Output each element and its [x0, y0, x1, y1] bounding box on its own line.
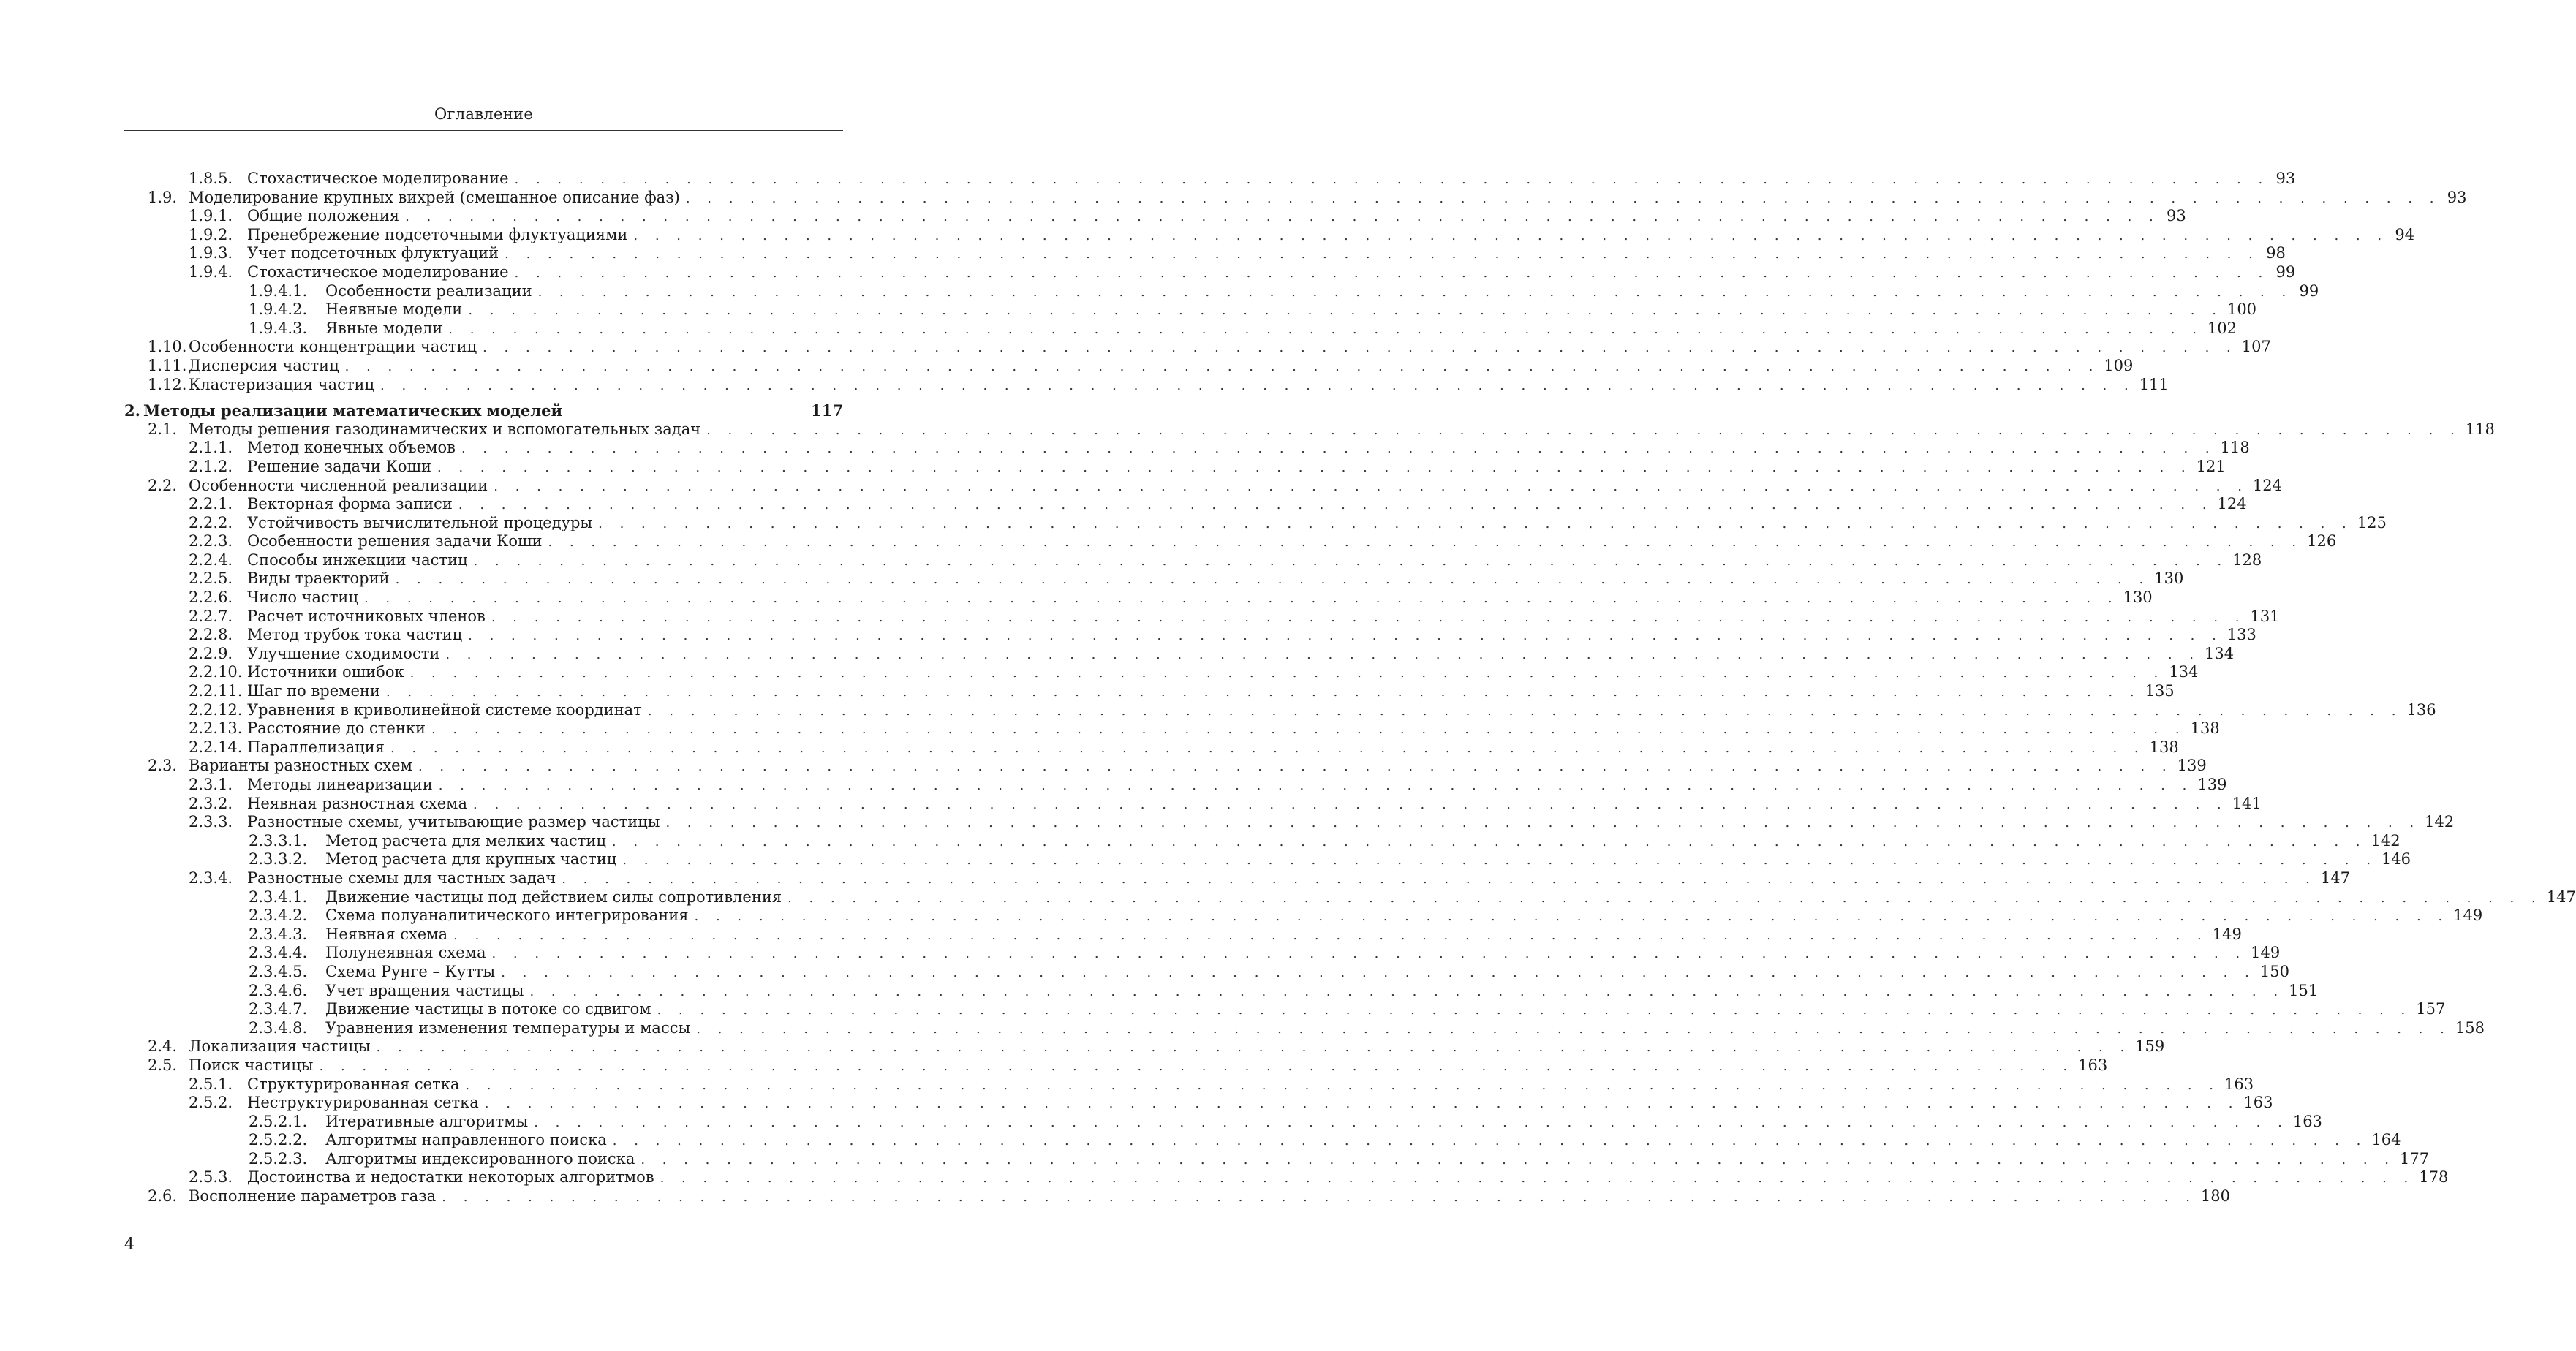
toc-entry[interactable]: [124, 495, 2247, 514]
toc-entry[interactable]: [124, 1056, 2108, 1075]
toc-entry[interactable]: [124, 1018, 2485, 1038]
toc-entry-page: 158: [2455, 1018, 2485, 1037]
toc-entry-number: 2.5.2.3.: [249, 1149, 308, 1168]
toc-entry-page: 133: [2226, 626, 2256, 644]
dot-leader: [494, 477, 2248, 496]
toc-entry[interactable]: [124, 981, 2319, 1001]
toc-entry-title: Схема полуаналитического интегрирования: [325, 907, 689, 925]
dot-leader: [665, 814, 2420, 833]
dot-leader: [364, 589, 2119, 608]
toc-entry-page: 177: [2399, 1149, 2430, 1168]
toc-entry-title: Источники ошибок: [247, 663, 404, 681]
toc-entry-page: 126: [2307, 532, 2337, 550]
toc-entry-number: 1.10.: [148, 338, 187, 356]
dot-leader: [505, 245, 2259, 264]
toc-entry-number: 2.1.2.: [189, 457, 233, 475]
toc-entry-title: Учет подсеточных флуктуаций: [247, 244, 499, 262]
toc-entry-title: Метод расчета для мелких частиц: [325, 831, 606, 849]
dot-leader: [686, 189, 2441, 208]
toc-entry[interactable]: [124, 607, 2280, 627]
toc-entry-page: 131: [2250, 607, 2280, 625]
toc-entry-number: 2.5.3.: [189, 1168, 233, 1187]
dot-leader: [501, 964, 2256, 983]
toc-entry-title: Достоинства и недостатки некоторых алгоритмов: [247, 1168, 654, 1187]
dot-leader: [473, 552, 2228, 571]
toc-entry-page: 139: [2177, 757, 2207, 775]
toc-entry-title: Стохастическое моделирование: [247, 170, 509, 187]
dot-leader: [320, 1057, 2074, 1076]
toc-entry-title: Шаг по времени: [247, 682, 380, 700]
toc-entry-page: 180: [2200, 1187, 2231, 1206]
toc-entry-page: 111: [2139, 375, 2169, 393]
dot-leader: [538, 283, 2293, 302]
toc-entry[interactable]: [124, 550, 2262, 570]
toc-entry[interactable]: [124, 776, 2227, 795]
toc-entry[interactable]: [124, 1187, 2231, 1206]
toc-entry-number: 2.3.4.6.: [249, 981, 308, 999]
toc-entry-number: 2.2.3.: [189, 532, 233, 550]
toc-entry-number: 2.3.4.5.: [249, 962, 308, 980]
dot-leader: [458, 496, 2213, 515]
toc-entry[interactable]: [124, 1094, 2273, 1113]
toc-entry-page: 128: [2232, 550, 2262, 569]
dot-leader: [418, 757, 2173, 776]
toc-entry-number: 1.9.4.: [189, 262, 233, 281]
toc-entry[interactable]: [124, 1149, 2430, 1169]
toc-entry-number: 2.2.11.: [189, 682, 243, 700]
toc-entry[interactable]: [124, 663, 2199, 682]
toc-entry-title: Движение частицы в потоке со сдвигом: [325, 1000, 651, 1018]
toc-entry[interactable]: [124, 682, 2175, 701]
toc-entry-number: 2.5.2.: [189, 1094, 233, 1112]
toc-entry-number: 1.9.3.: [189, 244, 233, 262]
dot-leader: [410, 664, 2165, 683]
toc-entry-title: Алгоритмы направленного поиска: [325, 1131, 607, 1149]
dot-leader: [465, 1076, 2220, 1095]
toc-entry-title: Виды траекторий: [247, 569, 390, 588]
toc-entry[interactable]: [124, 300, 2257, 319]
toc-entry-number: 2.2.5.: [189, 569, 233, 588]
toc-entry-title: Учет вращения частицы: [325, 981, 524, 999]
toc-entry-title: Параллелизация: [247, 738, 385, 756]
toc-entry-number: 2.: [124, 401, 140, 420]
dot-leader: [431, 720, 2186, 739]
toc-entry[interactable]: [124, 626, 2256, 645]
toc-entry-title: Кластеризация частиц: [189, 375, 375, 393]
toc-entry-title: Особенности численной реализации: [189, 476, 488, 494]
dot-leader: [468, 627, 2223, 646]
toc-entry-number: 1.9.: [148, 188, 178, 206]
dot-leader: [706, 421, 2461, 440]
dot-leader: [386, 683, 2141, 702]
toc-entry-title: Расчет источниковых членов: [247, 607, 486, 625]
toc-entry-number: 1.12.: [148, 375, 187, 393]
toc-entry[interactable]: [124, 925, 2242, 945]
toc-entry-number: 2.3.4.1.: [249, 888, 308, 906]
toc-entry-page: 118: [2220, 439, 2250, 457]
toc-entry-number: 2.3.3.: [189, 813, 233, 831]
toc-entry-number: 2.2.14.: [189, 738, 243, 756]
toc-entry[interactable]: [124, 476, 2283, 496]
toc-entry-number: 2.3.4.3.: [249, 925, 308, 943]
toc-entry-page: 124: [2217, 495, 2247, 513]
toc-entry[interactable]: [124, 420, 2495, 439]
toc-entry-page: 164: [2371, 1131, 2401, 1149]
toc-entry[interactable]: [124, 338, 2271, 357]
toc-entry-page: 163: [2078, 1056, 2108, 1074]
toc-entry-number: 2.3.4.2.: [249, 907, 308, 925]
toc-entry-number: 2.2.10.: [189, 663, 243, 681]
toc-entry-page: 149: [2251, 944, 2281, 962]
toc-entry[interactable]: [124, 738, 2179, 757]
toc-entry-number: 2.5.2.1.: [249, 1112, 308, 1130]
toc-entry-page: 139: [2197, 776, 2227, 793]
toc-entry[interactable]: [124, 757, 2207, 776]
toc-entry-page: 163: [2224, 1075, 2254, 1093]
dot-leader: [660, 1169, 2415, 1188]
toc-entry-title: Пренебрежение подсеточными флуктуациями: [247, 225, 628, 243]
toc-entry-title: Схема Рунге – Кутты: [325, 962, 496, 980]
toc-entry-page: 149: [2453, 907, 2483, 925]
toc-entry-number: 2.3.1.: [189, 776, 233, 793]
toc-entry-page: 107: [2241, 338, 2271, 356]
toc-entry-page: 157: [2416, 1000, 2446, 1018]
dot-leader: [437, 458, 2192, 477]
toc-entry-page: 98: [2266, 244, 2286, 262]
toc-entry-page: 142: [2371, 831, 2401, 849]
dot-leader: [439, 776, 2194, 795]
dot-leader: [461, 439, 2216, 458]
dot-leader: [345, 357, 2100, 376]
toc-entry[interactable]: [124, 1112, 2322, 1132]
toc-entry-title: Разностные схемы, учитывающие размер частицы: [247, 813, 660, 831]
toc-entry[interactable]: [124, 962, 2289, 982]
toc-entry-number: 1.9.4.3.: [249, 319, 308, 337]
toc-entry[interactable]: [124, 719, 2220, 738]
dot-leader: [598, 515, 2353, 534]
toc-entry[interactable]: [124, 569, 2184, 589]
toc-entry-number: 2.2.8.: [189, 626, 233, 644]
toc-entry-page: 100: [2226, 300, 2257, 319]
toc-entry-page: 163: [2292, 1112, 2322, 1130]
toc-entry[interactable]: [124, 1037, 2165, 1056]
toc-entry[interactable]: [124, 868, 2350, 888]
dot-leader: [491, 945, 2246, 964]
toc-entry[interactable]: [124, 439, 2250, 458]
toc-entry-page: 147: [2546, 888, 2576, 906]
toc-entry-page: 99: [2275, 262, 2296, 281]
toc-entry-number: 2.3.4.4.: [249, 944, 308, 962]
toc-entry-title: Улучшение сходимости: [247, 644, 440, 662]
toc-entry[interactable]: [124, 1168, 2449, 1187]
toc-entry[interactable]: [124, 319, 2237, 338]
toc-entry-title: Уравнения изменения температуры и массы: [325, 1018, 691, 1037]
toc-entry[interactable]: [124, 944, 2281, 963]
toc-entry[interactable]: [124, 532, 2337, 551]
running-head: Оглавление: [434, 105, 534, 123]
toc-entry-page: 178: [2419, 1168, 2449, 1187]
dot-leader: [515, 170, 2270, 189]
toc-entry-page: 93: [2447, 188, 2467, 206]
toc-entry-number: 2.5.: [148, 1056, 178, 1074]
toc-entry-page: 151: [2289, 981, 2319, 999]
toc-entry-title: Расстояние до стенки: [247, 719, 426, 738]
toc-entry-title: Общие положения: [247, 207, 400, 225]
toc-entry-title: Метод расчета для крупных частиц: [325, 850, 617, 868]
toc-entry-title: Варианты разностных схем: [189, 757, 412, 775]
toc-entry-page: 163: [2243, 1094, 2273, 1112]
dot-leader: [380, 376, 2135, 396]
dot-leader: [445, 646, 2200, 665]
dot-leader: [491, 608, 2246, 627]
dot-leader: [448, 320, 2203, 339]
toc-entry-title: Особенности концентрации частиц: [189, 338, 477, 356]
toc-entry-title: Метод трубок тока частиц: [247, 626, 463, 644]
toc-entry-number: 2.3.4.7.: [249, 1000, 308, 1018]
toc-entry-number: 2.3.4.: [189, 868, 233, 887]
toc-entry-title: Неструктурированная сетка: [247, 1094, 479, 1112]
toc-entry-page: 159: [2135, 1037, 2165, 1056]
toc-entry[interactable]: [124, 794, 2262, 814]
dot-leader: [483, 338, 2237, 357]
toc-entry-page: 109: [2104, 356, 2134, 374]
toc-entry-number: 2.3.3.2.: [249, 850, 308, 868]
toc-entry-title: Поиск частицы: [189, 1056, 314, 1074]
toc-entry-number: 2.2.6.: [189, 589, 233, 607]
table-of-contents: [124, 170, 2576, 1206]
toc-entry[interactable]: [124, 850, 2411, 869]
dot-leader: [612, 833, 2367, 852]
toc-entry-title: Методы реализации математических моделей: [143, 401, 563, 420]
toc-entry-number: 2.4.: [148, 1037, 178, 1056]
toc-entry-title: Метод конечных объемов: [247, 439, 456, 457]
toc-entry-title: Восполнение параметров газа: [189, 1187, 437, 1206]
toc-entry-page: 93: [2275, 170, 2296, 187]
toc-entry-title: Полунеявная схема: [325, 944, 486, 962]
dot-leader: [548, 533, 2303, 552]
toc-entry-page: 125: [2357, 513, 2387, 531]
toc-entry-page: 117: [811, 401, 843, 420]
toc-entry-page: 138: [2190, 719, 2220, 738]
toc-entry-page: 130: [2154, 569, 2184, 588]
toc-entry-number: 2.6.: [148, 1187, 178, 1206]
toc-entry-page: 141: [2232, 794, 2262, 812]
dot-leader: [787, 889, 2542, 908]
toc-entry[interactable]: [124, 281, 2319, 301]
dot-leader: [377, 1038, 2131, 1057]
toc-entry-title: Устойчивость вычислительной процедуры: [247, 513, 593, 531]
toc-entry[interactable]: [124, 262, 2296, 282]
dot-leader: [622, 851, 2377, 870]
toc-entry-title: Структурированная сетка: [247, 1075, 460, 1093]
toc-entry[interactable]: [124, 888, 2576, 907]
toc-entry-page: 99: [2299, 281, 2319, 300]
toc-entry-page: 134: [2204, 644, 2235, 662]
dot-leader: [485, 1094, 2240, 1113]
toc-entry-number: 2.2.13.: [189, 719, 243, 738]
toc-entry-number: 2.2.12.: [189, 700, 243, 719]
toc-entry-number: 2.1.1.: [189, 439, 233, 457]
toc-entry-page: 121: [2196, 457, 2226, 475]
toc-entry-title: Методы линеаризации: [247, 776, 433, 793]
dot-leader: [390, 739, 2145, 758]
dot-leader: [468, 301, 2223, 320]
toc-entry[interactable]: [124, 813, 2455, 832]
toc-entry[interactable]: [124, 207, 2186, 226]
dot-leader: [396, 570, 2150, 589]
toc-entry-page: 138: [2149, 738, 2179, 756]
toc-entry-number: 2.2.9.: [189, 644, 233, 662]
toc-entry-page: 94: [2395, 225, 2415, 243]
toc-entry[interactable]: [124, 375, 2169, 395]
header-rule: [124, 130, 843, 131]
toc-entry-number: 2.3.2.: [189, 794, 233, 812]
toc-entry-number: 2.2.1.: [189, 495, 233, 513]
toc-entry-title: Явные модели: [325, 319, 443, 337]
toc-entry[interactable]: [124, 225, 2415, 245]
toc-entry-number: 2.3.: [148, 757, 178, 775]
dot-leader: [696, 1020, 2451, 1039]
toc-entry-title: Итеративные алгоритмы: [325, 1112, 529, 1130]
dot-leader: [529, 983, 2284, 1002]
toc-entry-page: 134: [2169, 663, 2199, 681]
toc-entry-number: 2.3.4.8.: [249, 1018, 308, 1037]
toc-entry-title: Алгоритмы индексированного поиска: [325, 1149, 635, 1168]
toc-entry-page: 142: [2425, 813, 2455, 831]
toc-entry-title: Уравнения в криволинейной системе координат: [247, 700, 642, 719]
toc-entry-number: 2.5.2.2.: [249, 1131, 308, 1149]
toc-entry[interactable]: [124, 907, 2483, 926]
dot-leader: [453, 926, 2208, 945]
dot-leader: [648, 702, 2403, 721]
toc-entry[interactable]: [124, 457, 2226, 477]
toc-entry-title: Движение частицы под действием силы сопротивления: [325, 888, 782, 906]
toc-entry-page: 93: [2167, 207, 2186, 225]
toc-entry-title: Особенности реализации: [325, 281, 532, 300]
toc-entry-title: Способы инжекции частиц: [247, 550, 468, 569]
dot-leader: [442, 1188, 2197, 1207]
toc-entry-page: 124: [2252, 476, 2283, 494]
toc-entry[interactable]: [124, 831, 2401, 851]
toc-entry[interactable]: [124, 170, 2296, 189]
dot-leader: [534, 1113, 2289, 1132]
dot-leader: [613, 1132, 2368, 1151]
dot-leader: [657, 1001, 2412, 1020]
toc-entry-page: 130: [2123, 589, 2153, 607]
toc-entry-number: 1.9.4.1.: [249, 281, 308, 300]
toc-entry-number: 2.2.7.: [189, 607, 233, 625]
toc-chapter-entry[interactable]: [124, 401, 843, 420]
dot-leader: [641, 1151, 2395, 1170]
dot-leader: [695, 907, 2450, 926]
toc-entry-page: 146: [2381, 850, 2411, 868]
dot-leader: [405, 208, 2160, 227]
toc-entry-number: 2.2.4.: [189, 550, 233, 569]
toc-entry-number: 1.11.: [148, 356, 187, 374]
toc-entry-number: 1.8.5.: [189, 170, 233, 187]
toc-entry-title: Неявная схема: [325, 925, 448, 943]
toc-entry-title: Число частиц: [247, 589, 358, 607]
toc-entry-page: 118: [2465, 420, 2495, 438]
page-number: 4: [124, 1235, 135, 1254]
toc-entry-title: Моделирование крупных вихрей (смешанное описание фаз): [189, 188, 680, 206]
dot-leader: [515, 264, 2270, 283]
toc-entry-page: 149: [2212, 925, 2242, 943]
toc-entry[interactable]: [124, 644, 2235, 664]
toc-entry-title: Векторная форма записи: [247, 495, 453, 513]
toc-entry-number: 1.9.2.: [189, 225, 233, 243]
toc-entry-title: Особенности решения задачи Коши: [247, 532, 543, 550]
toc-entry-number: 2.3.3.1.: [249, 831, 308, 849]
toc-entry-number: 1.9.1.: [189, 207, 233, 225]
toc-entry-title: Разностные схемы для частных задач: [247, 868, 556, 887]
toc-entry[interactable]: [124, 244, 2286, 263]
toc-entry-number: 2.2.: [148, 476, 178, 494]
dot-leader: [562, 870, 2316, 889]
toc-entry[interactable]: [124, 589, 2153, 608]
toc-entry-page: 150: [2259, 962, 2289, 980]
toc-entry-number: 2.5.1.: [189, 1075, 233, 1093]
toc-entry-number: 1.9.4.2.: [249, 300, 308, 319]
dot-leader: [473, 795, 2228, 814]
toc-entry[interactable]: [124, 1000, 2446, 1019]
toc-entry-page: 147: [2320, 868, 2350, 887]
toc-entry[interactable]: [124, 188, 2467, 208]
toc-entry[interactable]: [124, 1075, 2254, 1094]
toc-entry[interactable]: [124, 356, 2134, 376]
toc-entry[interactable]: [124, 513, 2387, 533]
toc-entry[interactable]: [124, 700, 2436, 720]
toc-entry-page: 135: [2145, 682, 2175, 700]
dot-leader: [633, 227, 2388, 246]
toc-entry-title: Дисперсия частиц: [189, 356, 339, 374]
toc-entry-title: Неявные модели: [325, 300, 463, 319]
toc-entry[interactable]: [124, 1131, 2401, 1150]
toc-entry-page: 136: [2406, 700, 2436, 719]
toc-entry-number: 2.2.2.: [189, 513, 233, 531]
toc-entry-title: Методы решения газодинамических и вспомогательных задач: [189, 420, 701, 438]
toc-entry-page: 102: [2207, 319, 2237, 337]
toc-entry-title: Стохастическое моделирование: [247, 262, 509, 281]
toc-entry-title: Неявная разностная схема: [247, 794, 468, 812]
toc-entry-title: Локализация частицы: [189, 1037, 371, 1056]
toc-entry-number: 2.1.: [148, 420, 178, 438]
toc-entry-title: Решение задачи Коши: [247, 457, 431, 475]
